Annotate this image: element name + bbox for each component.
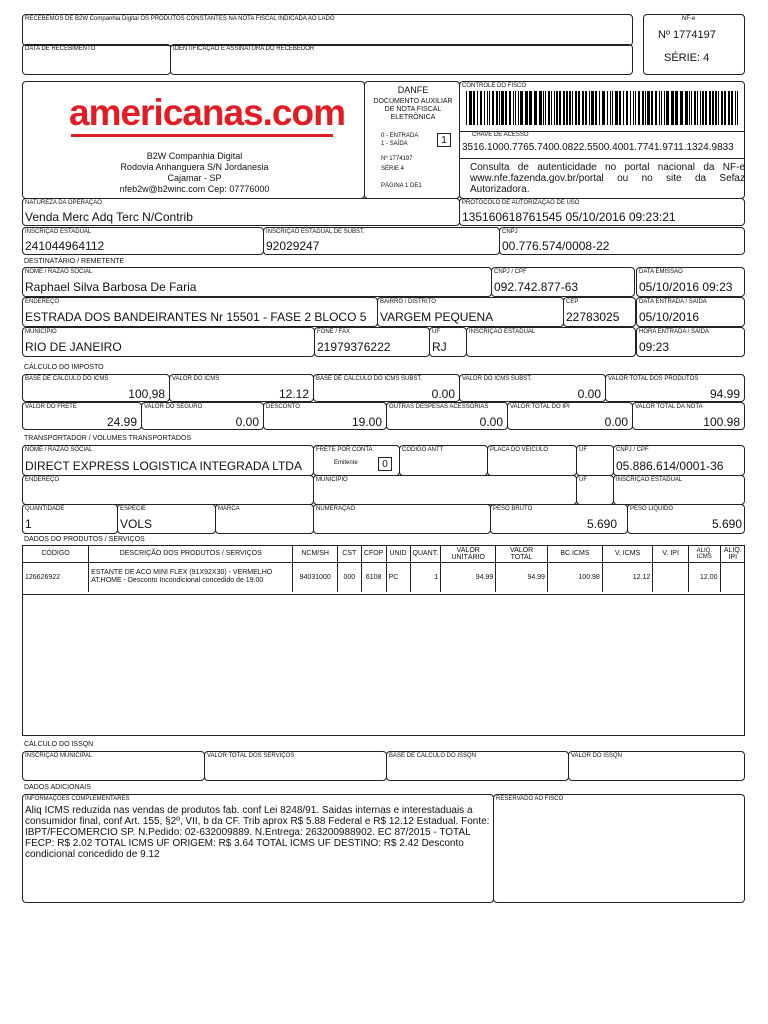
barcode-bar <box>473 91 475 125</box>
other-expenses: 0.00 <box>479 415 503 429</box>
carrier-address-box <box>22 475 314 505</box>
barcode-bar <box>666 91 669 125</box>
issqn-section-title: CÁLCULO DO ISSQN <box>24 741 94 748</box>
col-header-total: VALOR TOTAL <box>496 546 548 562</box>
barcode-bar <box>705 91 707 125</box>
antt-label: CÓDIGO ANTT <box>402 447 444 453</box>
cell-total: 94.99 <box>496 562 548 592</box>
recipient-name: Raphael Silva Barbosa De Faria <box>25 280 197 294</box>
state-registration: 241044964112 <box>25 239 105 253</box>
fiscal-control-label: CONTROLE DO FISCO <box>462 83 527 89</box>
carrier-uf-box <box>576 445 614 476</box>
barcode-bar <box>554 91 555 125</box>
operation-nature-box <box>22 198 460 226</box>
barcode-bar <box>635 91 636 125</box>
recipient-uf-box <box>429 327 467 357</box>
col-header-code: CÓDIGO <box>23 546 89 562</box>
danfe-line3: ELETRÔNICA <box>390 114 436 121</box>
barcode-bar <box>551 91 552 125</box>
danfe-type-box: 1 <box>437 133 451 147</box>
issue-date: 05/10/2016 09:23 <box>639 280 733 294</box>
barcode-bar <box>694 91 696 125</box>
vehicle-plate-label: PLACA DO VEÍCULO <box>490 447 549 453</box>
barcode-bar <box>626 91 628 125</box>
entry-time-box <box>636 327 745 357</box>
issue-date-label: DATA EMISSÃO <box>639 269 683 275</box>
barcode-bar <box>651 91 653 125</box>
authorization-protocol: 135160618761545 05/10/2016 09:23:21 <box>462 210 676 224</box>
logo-underline <box>71 134 333 137</box>
barcode-bar <box>505 91 507 125</box>
recipient-cpf-label: CNPJ / CPF <box>494 269 527 275</box>
cell-cst: 000 <box>337 562 361 592</box>
issqn-base-box <box>386 751 569 781</box>
barcode-bar <box>515 91 516 125</box>
recipient-cep: 22783025 <box>566 310 620 324</box>
recipient-district: VARGEM PEQUENA <box>380 310 494 324</box>
subst-registration-label: INSCRIÇÃO ESTADUAL DE SUBST. <box>266 229 365 235</box>
barcode-bar <box>566 91 568 125</box>
additional-section-title: DADOS ADICIONAIS <box>24 784 91 791</box>
col-header-unit: UNID <box>386 546 410 562</box>
barcode-bar <box>689 91 690 125</box>
americanas-logo: americanas.com <box>69 92 346 133</box>
recipient-address: ESTRADA DOS BANDEIRANTES Nr 15501 - FASE 2 BLOCO 5 <box>25 310 367 324</box>
insurance-label: VALOR DO SEGURO <box>144 404 203 410</box>
additional-info: Aliq ICMS reduzida nas vendas de produtos fab. conf Lei 8248/91. Saidas internas e interestaduais a consumidor final, conf Art. 155, §2º, VII, b da CF. Trib aprox R$ 5.88 Federal e R$ 12.12 Estadual. Fonte: IBPT/FECOMERCIO SP. N.Pedido: 02-632009889. N.Entrega: 263200988902. EC 87/2015 - TOTAL FECP: R$ 2.02 TOTAL ICMS UF ORIGEM: R$ 3.64 TOTAL ICMS UF DESTINO: R$ 2.42 Desconto condicional concedido de 9.12 <box>25 805 490 860</box>
issuer-cnpj-box <box>499 227 745 255</box>
products-table-box <box>22 545 745 736</box>
operation-nature-label: NATUREZA DA OPERAÇÃO <box>25 200 102 206</box>
recipient-uf-label: UF <box>432 329 440 335</box>
barcode-bar <box>659 91 660 125</box>
barcode-bar <box>529 91 532 125</box>
barcode-bar <box>487 91 488 125</box>
state-registration-box <box>22 227 264 255</box>
barcode-bar <box>543 91 544 125</box>
barcode-bar <box>655 91 657 125</box>
barcode-bar <box>469 91 472 125</box>
recipient-section-title: DESTINATÁRIO / REMETENTE <box>24 258 125 265</box>
danfe-number: Nº 1774197 <box>381 156 413 162</box>
danfe-series: SÉRIE 4 <box>381 166 405 172</box>
recipient-ie-box <box>466 327 636 357</box>
col-header-description: DESCRIÇÃO DOS PRODUTOS / SERVIÇOS <box>89 546 293 562</box>
barcode-bar <box>685 91 688 125</box>
products-total-box <box>605 374 745 402</box>
barcode-bar <box>602 91 605 125</box>
barcode-bar <box>539 91 542 125</box>
entry-time: 09:23 <box>639 340 670 354</box>
col-header-cst: CST <box>337 546 361 562</box>
barcode-bar <box>489 91 490 125</box>
cell-unit-price: 94.99 <box>441 562 496 592</box>
brand-box <box>215 504 314 534</box>
issqn-value-box <box>568 751 745 781</box>
recipient-cpf: 092.742.877-63 <box>494 280 579 294</box>
carrier-cnpj-box <box>613 445 745 476</box>
invoice-total-label: VALOR TOTAL DA NOTA <box>635 404 703 410</box>
cell-bc-icms: 100.98 <box>547 562 602 592</box>
other-expenses-box <box>386 402 508 430</box>
recipient-district-label: BAIRRO / DISTRITO <box>380 299 436 305</box>
nfe-number: Nº 1774197 <box>658 29 716 41</box>
species: VOLS <box>120 517 153 531</box>
barcode-bar <box>645 91 646 125</box>
reserved-fisco-box <box>493 794 745 903</box>
nfe-number-box <box>643 14 745 75</box>
receipt-statement: RECEBEMOS DE B2W Companhia Digital OS PRODUTOS CONSTANTES NA NOTA FISCAL INDICADA AO LADO <box>25 16 335 22</box>
species-box <box>117 504 216 534</box>
cell-quantity: 1 <box>410 562 441 592</box>
icms-base: 100,98 <box>128 387 165 401</box>
freight: 24.99 <box>106 415 137 429</box>
recipient-phone: 21979376222 <box>317 340 391 354</box>
quantity-box <box>22 504 118 534</box>
carrier-uf2-box <box>576 475 614 505</box>
state-registration-label: INSCRIÇÃO ESTADUAL <box>25 229 92 235</box>
icms-base-label: BASE DE CÁLCULO DO ICMS <box>25 376 109 382</box>
issue-date-box <box>636 267 745 297</box>
net-weight: 5.690 <box>711 517 742 531</box>
cell-description: ESTANTE DE ACO MINI FLEX (91X92X30) - VERMELHO AT.HOME - Desconto Incondicional concedido de 19.00 <box>89 562 293 592</box>
barcode-bar <box>715 91 717 125</box>
barcode-bar <box>721 91 723 125</box>
authorization-protocol-label: PROTOCOLO DE AUTORIZAÇÃO DE USO <box>462 200 580 206</box>
col-header-ncm: NCM/SH <box>293 546 338 562</box>
freight-box <box>22 402 142 430</box>
carrier-city-box <box>313 475 577 505</box>
barcode-bar <box>499 91 500 125</box>
barcode-bar <box>731 91 733 125</box>
barcode-bar <box>496 91 498 125</box>
barcode-bar <box>513 91 514 125</box>
barcode-bar <box>675 91 678 125</box>
barcode-bar <box>518 91 519 125</box>
barcode-bar <box>661 91 662 125</box>
ipi-total-box <box>507 402 633 430</box>
entry-time-label: HORA ENTRADA / SAÍDA <box>639 329 710 335</box>
barcode-bar <box>548 91 550 125</box>
products-table-divider <box>23 594 745 595</box>
barcode-bar <box>595 91 597 125</box>
barcode <box>466 91 738 125</box>
discount-box <box>263 402 387 430</box>
entry-date-label: DATA ENTRADA / SAÍDA <box>639 299 707 305</box>
barcode-bar <box>569 91 571 125</box>
danfe-title: DANFE <box>397 85 429 95</box>
discount: 19.00 <box>351 415 382 429</box>
municipal-registration-label: INSCRIÇÃO MUNICIPAL <box>25 753 93 759</box>
freight-responsibility-sub: Emitente <box>334 460 358 466</box>
col-header-quantity: QUANT. <box>410 546 441 562</box>
barcode-bar <box>575 91 577 125</box>
issuer-city: Cajamar - SP <box>167 173 222 183</box>
recipient-name-box <box>22 267 492 297</box>
barcode-bar <box>630 91 631 125</box>
barcode-bar <box>619 91 621 125</box>
icms-value-box <box>169 374 314 402</box>
authorization-protocol-box <box>459 198 745 226</box>
gross-weight-box <box>490 504 628 534</box>
carrier-name-box <box>22 445 314 476</box>
cell-unit: PC <box>386 562 410 592</box>
brand-label: MARCA <box>218 506 240 512</box>
icms-value-label: VALOR DO ICMS <box>172 376 220 382</box>
barcode-bar <box>572 91 573 125</box>
barcode-bar <box>718 91 719 125</box>
net-weight-label: PESO LÍQUIDO <box>630 506 674 512</box>
cell-aliq-icms: 12.00 <box>689 562 721 592</box>
barcode-bar <box>735 91 736 125</box>
icms-base-box <box>22 374 170 402</box>
danfe-saida: 1 - SAÍDA <box>381 141 408 147</box>
subst-registration-box <box>263 227 500 255</box>
carrier-cnpj: 05.886.614/0001-36 <box>616 459 724 473</box>
invoice-total: 100.98 <box>703 415 740 429</box>
receipt-date-box <box>22 44 171 75</box>
barcode-bar <box>638 91 640 125</box>
subst-registration: 92029247 <box>266 239 320 253</box>
danfe-page: PÁGINA 1 DE1 <box>381 183 422 189</box>
barcode-bar <box>610 91 611 125</box>
barcode-bar <box>556 91 558 125</box>
barcode-bar <box>737 91 738 125</box>
carrier-cnpj-label: CNPJ / CPF <box>616 447 649 453</box>
ipi-total: 0.00 <box>604 415 628 429</box>
discount-label: DESCONTO <box>266 404 300 410</box>
barcode-bar <box>724 91 726 125</box>
recipient-ie-label: INSCRIÇÃO ESTADUAL <box>469 329 536 335</box>
cell-aliq-ipi <box>720 562 745 592</box>
recipient-address-label: ENDEREÇO <box>25 299 60 305</box>
recipient-uf: RJ <box>432 340 447 354</box>
barcode-bar <box>578 91 580 125</box>
invoice-total-box <box>632 402 745 430</box>
col-header-aliq-ipi: ALIQ. IPI <box>723 546 742 561</box>
barcode-bar <box>664 91 665 125</box>
carrier-uf-label: UF <box>579 447 587 453</box>
tax-section-title: CÁLCULO DO IMPOSTO <box>24 364 104 371</box>
barcode-bar <box>466 91 467 125</box>
recipient-cep-box <box>563 297 636 327</box>
carrier-name-label: NOME / RAZÃO SOCIAL <box>25 447 93 453</box>
species-label: ESPÉCIE <box>120 506 147 512</box>
carrier-ie-box <box>613 475 745 505</box>
products-header-row <box>23 546 745 562</box>
antt-box <box>399 445 488 476</box>
issuer-name: B2W Companhia Digital <box>146 151 243 161</box>
issqn-value-label: VALOR DO ISSQN <box>571 753 622 759</box>
cell-code: 126626922 <box>23 562 89 592</box>
issuer-contact: nfeb2w@b2winc.com Cep: 07776000 <box>119 184 270 194</box>
icms-st-base-label: BASE DE CÁLCULO DO ICMS SUBST. <box>316 376 423 382</box>
vehicle-plate-box <box>487 445 577 476</box>
gross-weight: 5.690 <box>586 517 617 531</box>
recipient-cep-label: CEP <box>566 299 579 305</box>
quantity: 1 <box>25 517 32 531</box>
receiver-signature-box <box>170 44 633 75</box>
nfe-series: SÉRIE: 4 <box>664 52 710 64</box>
barcode-bar <box>477 91 478 125</box>
barcode-bar <box>691 91 692 125</box>
receipt-stub <box>22 14 633 46</box>
operation-nature: Venda Merc Adq Terc N/Contrib <box>25 210 193 224</box>
entry-date: 05/10/2016 <box>639 310 700 324</box>
col-header-bc-icms: BC.ICMS <box>547 546 602 562</box>
access-key: 3516.1000.7765.7400.0822.5500.4001.7741.9711.1324.9833 <box>462 142 734 153</box>
barcode-bar <box>702 91 704 125</box>
barcode-bar <box>582 91 584 125</box>
barcode-bar <box>623 91 624 125</box>
carrier-city-label: MUNICÍPIO <box>316 477 348 483</box>
carrier-address-label: ENDEREÇO <box>25 477 60 483</box>
products-total-label: VALOR TOTAL DOS PRODUTOS <box>608 376 699 382</box>
cell-cfop: 6108 <box>361 562 386 592</box>
issuer-cnpj: 00.776.574/0008-22 <box>502 239 610 253</box>
issqn-base-label: BASE DE CÁLCULO DO ISSQN <box>389 753 477 759</box>
barcode-bar <box>615 91 618 125</box>
access-key-label: CHAVE DE ACESSO <box>472 132 529 138</box>
barcode-bar <box>520 91 523 125</box>
col-header-v-icms: V. ICMS <box>602 546 652 562</box>
barcode-bar <box>492 91 494 125</box>
other-expenses-label: OUTRAS DESPESAS ACESSÓRIAS <box>389 404 489 410</box>
barcode-bar <box>642 91 644 125</box>
numbering-label: NUMERAÇÃO <box>316 506 356 512</box>
gross-weight-label: PESO BRUTO <box>493 506 533 512</box>
barcode-bar <box>700 91 701 125</box>
recipient-district-box <box>377 297 564 327</box>
col-header-aliq-icms: ALIQ. ICMS <box>689 546 721 562</box>
receipt-date-label: DATA DE RECEBIMENTO <box>25 46 96 52</box>
table-row <box>23 562 745 592</box>
barcode-bar <box>480 91 482 125</box>
insurance-box <box>141 402 264 430</box>
access-key-box <box>459 131 745 159</box>
freight-responsibility-code: 0 <box>378 457 392 471</box>
col-header-unit-price: VALOR UNITÁRIO <box>441 546 496 562</box>
icms-value: 12.12 <box>278 387 309 401</box>
cell-ncm: 94031000 <box>293 562 338 592</box>
barcode-bar <box>545 91 546 125</box>
icms-st-value: 0.00 <box>577 387 601 401</box>
col-header-v-ipi: V. IPI <box>653 546 689 562</box>
cell-v-icms: 12.12 <box>602 562 652 592</box>
authenticity-notice: Consulta de autenticidade no portal nacional da NF-e www.nfe.fazenda.gov.br/portal ou no site da Sefaz Autorizadora. <box>470 162 745 195</box>
recipient-address-box <box>22 297 378 327</box>
barcode-bar <box>607 91 608 125</box>
municipal-registration-box <box>22 751 205 781</box>
services-total-label: VALOR TOTAL DOS SERVIÇOS <box>207 753 295 759</box>
barcode-bar <box>680 91 683 125</box>
recipient-phone-label: FONE / FAX <box>317 329 351 335</box>
barcode-bar <box>534 91 537 125</box>
issuer-address: Rodovia Anhanguera S/N Jordanesia <box>120 162 269 172</box>
barcode-bar <box>633 91 634 125</box>
products-total: 94.99 <box>709 387 740 401</box>
col-header-cfop: CFOP <box>361 546 386 562</box>
barcode-bar <box>612 91 613 125</box>
danfe-box <box>364 81 460 199</box>
icms-st-base: 0.00 <box>431 387 455 401</box>
barcode-bar <box>647 91 650 125</box>
barcode-bar <box>712 91 714 125</box>
barcode-bar <box>591 91 594 125</box>
ipi-total-label: VALOR TOTAL DO IPI <box>510 404 570 410</box>
danfe-line2: DE NOTA FISCAL <box>384 106 442 113</box>
numbering-box <box>313 504 491 534</box>
carrier-name: DIRECT EXPRESS LOGISTICA INTEGRADA LTDA <box>25 459 302 473</box>
carrier-uf2-label: UF <box>579 477 587 483</box>
barcode-bar <box>585 91 587 125</box>
icms-st-value-box <box>459 374 606 402</box>
recipient-phone-box <box>314 327 430 357</box>
barcode-bar <box>501 91 504 125</box>
recipient-city-box <box>22 327 315 357</box>
barcode-bar <box>589 91 590 125</box>
danfe-line1: DOCUMENTO AUXILIAR <box>373 98 453 105</box>
freight-responsibility-box <box>313 445 400 476</box>
barcode-bar <box>697 91 698 125</box>
additional-info-box <box>22 794 494 903</box>
barcode-bar <box>709 91 711 125</box>
reserved-fisco-label: RESERVADO AO FISCO <box>496 796 564 802</box>
carrier-section-title: TRANSPORTADOR / VOLUMES TRANSPORTADOS <box>24 435 191 442</box>
recipient-city-label: MUNICÍPIO <box>25 329 57 335</box>
recipient-cpf-box <box>491 267 635 297</box>
additional-info-label: INFORMAÇÕES COMPLEMENTARES <box>25 796 130 802</box>
recipient-name-label: NOME / RAZÃO SOCIAL <box>25 269 93 275</box>
barcode-bar <box>525 91 528 125</box>
danfe-entrada: 0 - ENTRADA <box>381 133 419 139</box>
barcode-bar <box>728 91 730 125</box>
freight-label: VALOR DO FRETE <box>25 404 77 410</box>
issuer-cnpj-label: CNPJ <box>502 229 518 235</box>
barcode-bar <box>484 91 485 125</box>
recipient-city: RIO DE JANEIRO <box>25 340 122 354</box>
cell-v-ipi <box>653 562 689 592</box>
receiver-signature-label: IDENTIFICAÇÃO E ASSINATURA DO RECEBEDOR <box>173 46 315 52</box>
products-section-title: DADOS DO PRODUTOS / SERVIÇOS <box>24 536 145 543</box>
barcode-bar <box>559 91 561 125</box>
barcode-bar <box>671 91 674 125</box>
products-table <box>23 546 745 592</box>
barcode-bar <box>563 91 565 125</box>
net-weight-box <box>627 504 745 534</box>
icms-st-base-box <box>313 374 460 402</box>
quantity-label: QUANTIDADE <box>25 506 65 512</box>
barcode-bar <box>509 91 511 125</box>
insurance: 0.00 <box>235 415 259 429</box>
entry-date-box <box>636 297 745 327</box>
freight-responsibility-label: FRETE POR CONTA <box>316 447 373 453</box>
services-total-box <box>204 751 387 781</box>
barcode-bar <box>599 91 600 125</box>
icms-st-value-label: VALOR DO ICMS SUBST. <box>462 376 532 382</box>
issuer-box <box>22 81 365 199</box>
carrier-ie-label: INSCRIÇÃO ESTADUAL <box>616 477 683 483</box>
nfe-label: NF-e <box>682 16 696 22</box>
